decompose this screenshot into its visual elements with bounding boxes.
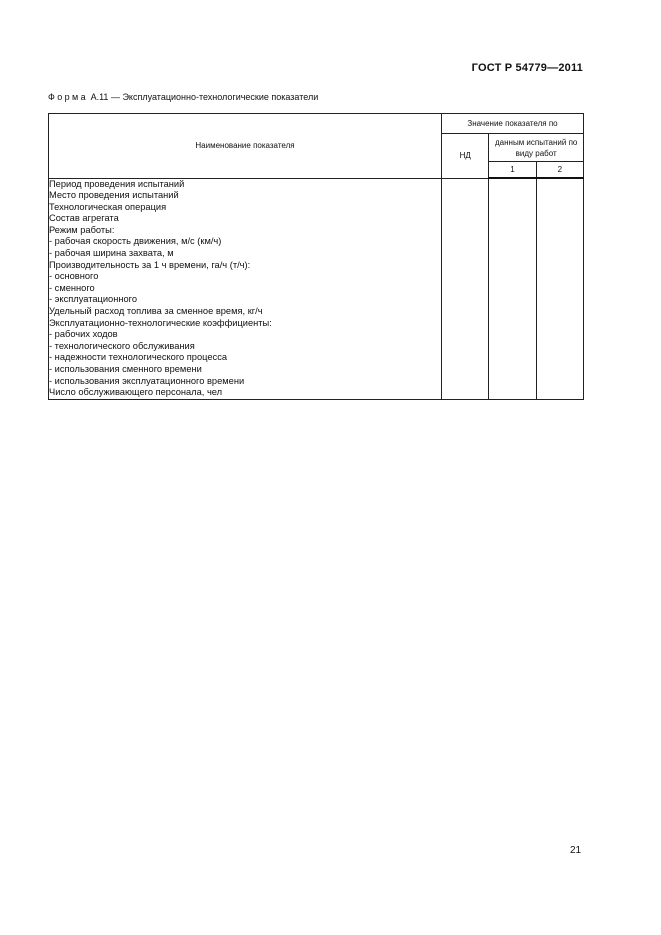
table-row: Режим работы: [49,224,115,235]
header-nd: НД [442,134,489,179]
table-row: - использования сменного времени [49,364,202,374]
work-type-2-value-cell [536,178,583,399]
table-row: - сменного [49,282,95,293]
table-row: - использования эксплуатационного времени [49,375,245,386]
table-row: Удельный расход топлива за сменное время, кг/ч [49,306,263,317]
table-row: - надежности технологического процесса [49,352,228,363]
header-indicator-name: Наименование показателя [49,114,442,179]
header-work-type-1: 1 [489,162,536,179]
form-separator: — [110,92,120,102]
table-row: Эксплуатационно-технологические коэффициенты: [49,317,272,328]
form-caption [48,92,318,102]
table-row: - основного [49,271,99,282]
page-number: 21 [570,845,582,856]
nd-value-cell [442,178,489,399]
table-row: Число обслуживающего персонала, чел [49,387,223,398]
form-number: А.11 [90,92,109,102]
indicator-names-cell [49,178,442,399]
table-row: Производительность за 1 ч времени, га/ч (т/ч): [49,259,251,270]
table-row: - рабочая ширина захвата, м [49,248,174,259]
document-standard-header: ГОСТ Р 54779—2011 [471,62,583,74]
indicators-table [48,113,584,400]
table-row: - технологического обслуживания [49,340,195,351]
table-row: Место проведения испытаний [49,190,179,201]
work-type-1-value-cell [489,178,536,399]
table-row: - эксплуатационного [49,294,138,305]
header-work-type-2: 2 [536,162,583,179]
table-row: Состав агрегата [49,213,119,224]
table-row: Технологическая операция [49,201,167,212]
form-label: Форма [48,92,89,102]
header-value-group: Значение показателя по [442,114,584,134]
table-row: - рабочих ходов [49,329,118,340]
table-row: Период проведения испытаний [49,178,185,189]
table-row: - рабочая скорость движения, м/с (км/ч) [49,236,222,247]
form-title: Эксплуатационно-технологические показатели [122,92,319,102]
table-body-row [49,178,584,399]
header-test-data: данным испытаний по виду работ [489,134,584,162]
